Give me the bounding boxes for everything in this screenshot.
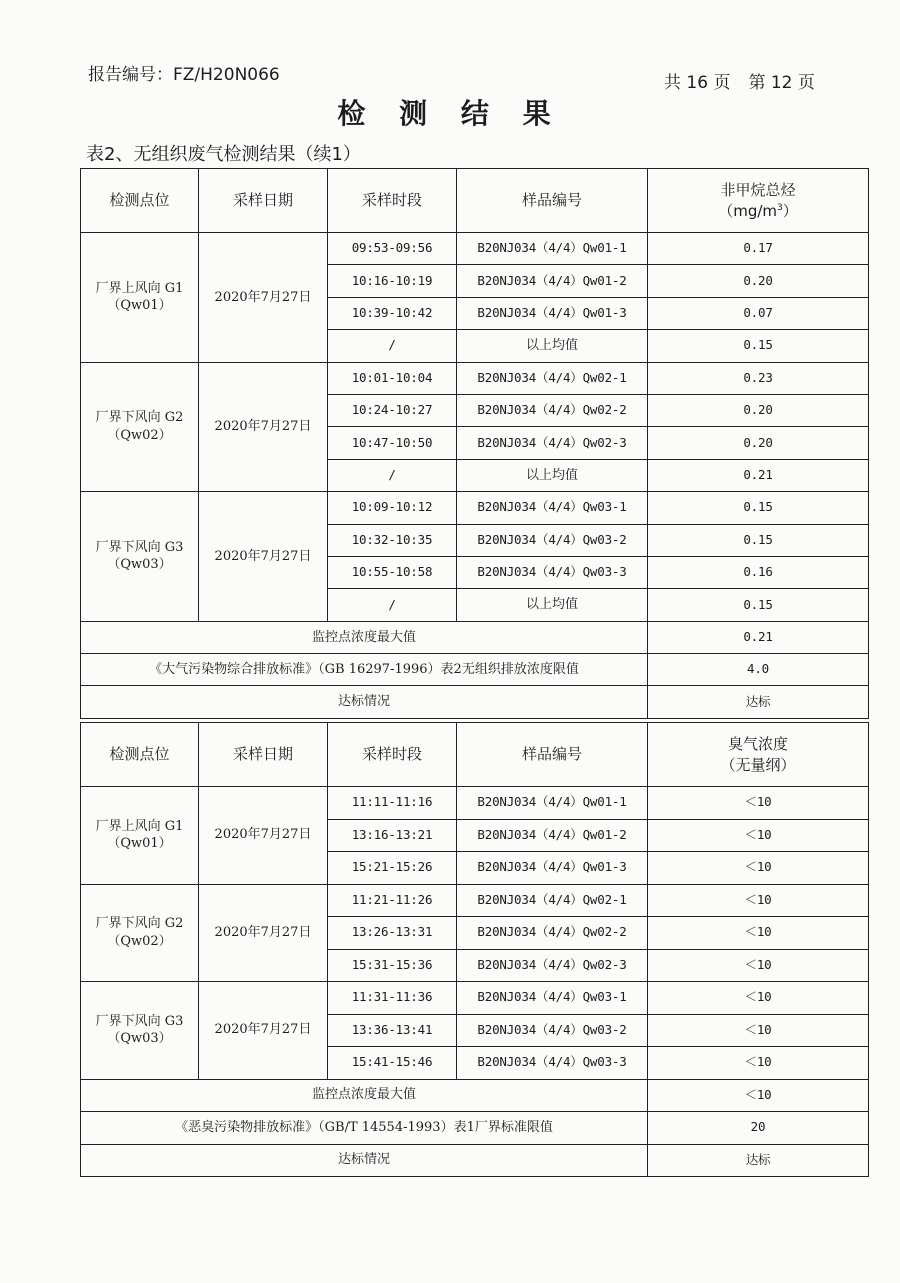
header-row: [81, 723, 869, 787]
sample-value: 0.20: [743, 272, 773, 288]
standard-row: [81, 1112, 869, 1145]
value-cell: [648, 362, 869, 394]
standard-value-cell: [648, 1112, 869, 1145]
value-cell: [648, 787, 869, 820]
compliance-value-cell: [648, 1144, 869, 1177]
sample-id: B20NJ034（4/4）Qw01-1: [477, 794, 627, 810]
header-row: [81, 169, 869, 233]
period-cell: [328, 265, 457, 297]
compliance-value: 达标: [745, 1151, 771, 1167]
header-value-name: 臭气浓度: [727, 735, 788, 754]
date-cell: [199, 233, 328, 363]
sample-value: ＜10: [744, 794, 772, 810]
sample-id-cell: [457, 787, 648, 820]
sample-value: ＜10: [744, 826, 772, 842]
sample-value: 0.15: [743, 499, 773, 515]
point-code: （Qw03）: [107, 1031, 172, 1047]
sample-value: 0.23: [743, 369, 773, 385]
sample-period: /: [388, 337, 396, 353]
value-cell: [648, 330, 869, 362]
value-cell: [648, 265, 869, 297]
period-cell: [328, 787, 457, 820]
sample-date: 2020年7月27日: [214, 548, 312, 564]
max-value-cell: [648, 621, 869, 653]
table-row: [81, 233, 869, 265]
value-cell: [648, 884, 869, 917]
period-cell: [328, 427, 457, 459]
point-cell: [81, 787, 199, 885]
standard-label-cell: [81, 654, 648, 686]
period-cell: [328, 982, 457, 1015]
value-cell: [648, 917, 869, 950]
sample-period: 10:16-10:19: [351, 272, 433, 288]
sample-value: ＜10: [744, 891, 772, 907]
table-row: [81, 362, 869, 394]
compliance-label: 达标情况: [337, 694, 390, 710]
value-cell: [648, 949, 869, 982]
point-name: 厂界下风向 G2: [95, 916, 184, 932]
sample-date: 2020年7月27日: [214, 419, 312, 435]
header-sample-id: [457, 723, 648, 787]
sample-id-cell: [457, 1014, 648, 1047]
header-period-label: 采样时段: [361, 191, 422, 210]
value-cell: [648, 427, 869, 459]
period-cell: [328, 524, 457, 556]
sample-id-cell: [457, 852, 648, 885]
period-cell: [328, 1047, 457, 1080]
page-indicator: [664, 68, 815, 93]
sample-id: 以上均值: [525, 338, 578, 354]
value-cell: [648, 1047, 869, 1080]
compliance-label-cell: [81, 686, 648, 718]
compliance-row: [81, 1144, 869, 1177]
sample-period: 13:36-13:41: [351, 1021, 433, 1037]
sample-date: 2020年7月27日: [214, 924, 312, 940]
max-label: 监控点浓度最大值: [311, 1087, 416, 1103]
period-cell: [328, 949, 457, 982]
period-cell: [328, 492, 457, 524]
sample-period: 15:21-15:26: [351, 859, 433, 875]
sample-period: 09:53-09:56: [351, 240, 433, 256]
sample-id: B20NJ034（4/4）Qw02-3: [477, 956, 627, 972]
date-cell: [199, 492, 328, 622]
max-label-cell: [81, 1079, 648, 1112]
sample-date: 2020年7月27日: [214, 289, 312, 305]
point-code: （Qw02）: [107, 427, 172, 443]
sample-date: 2020年7月27日: [214, 827, 312, 843]
point-code: （Qw02）: [107, 933, 172, 949]
value-cell: [648, 589, 869, 621]
header-date: [199, 723, 328, 787]
date-cell: [199, 362, 328, 492]
sample-period: 10:47-10:50: [351, 434, 433, 450]
header-value: [648, 169, 869, 233]
point-name: 厂界上风向 G1: [95, 280, 184, 296]
current-page: 第 12 页: [748, 73, 815, 93]
period-cell: [328, 556, 457, 588]
value-cell: [648, 982, 869, 1015]
period-cell: [328, 852, 457, 885]
sample-id: B20NJ034（4/4）Qw02-2: [477, 402, 627, 418]
sample-period: /: [388, 466, 396, 482]
max-value: 0.21: [743, 628, 773, 644]
compliance-value: 达标: [745, 693, 771, 709]
sample-id: B20NJ034（4/4）Qw03-3: [477, 1054, 627, 1070]
standard-value: 20: [750, 1119, 766, 1135]
period-cell: [328, 394, 457, 426]
max-label: 监控点浓度最大值: [311, 629, 416, 645]
standard-row: [81, 654, 869, 686]
header-date: [199, 169, 328, 233]
period-cell: [328, 233, 457, 265]
point-code: （Qw01）: [107, 836, 172, 852]
point-cell: [81, 362, 199, 492]
table-caption: 表2、无组织废气检测结果（续1）: [86, 144, 361, 165]
sample-id-cell: [457, 297, 648, 329]
value-cell: [648, 852, 869, 885]
sample-id-cell: [457, 492, 648, 524]
standard-label: 《大气污染物综合排放标准》（GB 16297-1996）表2无组织排放浓度限值: [149, 662, 579, 677]
table-row: [81, 884, 869, 917]
point-cell: [81, 492, 199, 622]
point-name: 厂界下风向 G2: [95, 410, 184, 426]
header-unit-suffix: ）: [782, 201, 798, 220]
point-name: 厂界下风向 G3: [95, 1013, 184, 1029]
sample-id-cell: [457, 556, 648, 588]
odor-results-table: [80, 722, 869, 1177]
value-cell: [648, 459, 869, 491]
sample-value: 0.16: [743, 564, 773, 580]
sample-id-cell: [457, 917, 648, 950]
sample-period: 13:26-13:31: [351, 924, 433, 940]
sample-period: /: [388, 596, 396, 612]
sample-id: B20NJ034（4/4）Qw01-3: [477, 305, 627, 321]
period-cell: [328, 1014, 457, 1047]
standard-label: 《恶臭污染物排放标准》（GB/T 14554-1993）表1厂界标准限值: [175, 1119, 553, 1135]
value-cell: [648, 492, 869, 524]
sample-period: 11:21-11:26: [351, 891, 433, 907]
header-sample-id-label: 样品编号: [521, 191, 582, 210]
period-cell: [328, 917, 457, 950]
nmhc-results-table: [80, 168, 869, 719]
report-number: 报告编号：FZ/H20N066: [88, 65, 280, 85]
sample-period: 15:41-15:46: [351, 1054, 433, 1070]
value-cell: [648, 524, 869, 556]
header-date-label: 采样日期: [232, 745, 293, 764]
point-cell: [81, 233, 199, 363]
compliance-value-cell: [648, 686, 869, 718]
sample-id: B20NJ034（4/4）Qw02-3: [477, 434, 627, 450]
period-cell: [328, 884, 457, 917]
max-row: [81, 1079, 869, 1112]
point-name: 厂界下风向 G3: [95, 539, 184, 555]
sample-id-cell: [457, 427, 648, 459]
sample-period: 10:01-10:04: [351, 369, 433, 385]
sample-period: 11:11-11:16: [351, 794, 433, 810]
sample-value: 0.15: [743, 596, 773, 612]
max-label-cell: [81, 621, 648, 653]
header-unit: （无量纲）: [720, 755, 796, 774]
standard-label-cell: [81, 1112, 648, 1145]
sample-value: ＜10: [744, 1054, 772, 1070]
sample-id: B20NJ034（4/4）Qw03-1: [477, 989, 627, 1005]
table-row: [81, 982, 869, 1015]
sample-value: ＜10: [744, 956, 772, 972]
value-cell: [648, 233, 869, 265]
total-pages: 共 16 页: [664, 73, 731, 93]
sample-id: B20NJ034（4/4）Qw02-1: [477, 891, 627, 907]
sample-id: B20NJ034（4/4）Qw03-2: [477, 1021, 627, 1037]
sample-id-cell: [457, 459, 648, 491]
header-date-label: 采样日期: [232, 191, 293, 210]
value-cell: [648, 556, 869, 588]
header-point: [81, 723, 199, 787]
sample-period: 10:32-10:35: [351, 531, 433, 547]
period-cell: [328, 362, 457, 394]
period-cell: [328, 589, 457, 621]
period-cell: [328, 297, 457, 329]
sample-value: 0.07: [743, 305, 773, 321]
sample-id-cell: [457, 394, 648, 426]
standard-value-cell: [648, 654, 869, 686]
sample-period: 10:39-10:42: [351, 305, 433, 321]
compliance-label: 达标情况: [337, 1152, 390, 1168]
max-value: ＜10: [744, 1086, 772, 1102]
sample-value: 0.20: [743, 434, 773, 450]
sample-value: 0.15: [743, 337, 773, 353]
sample-date: 2020年7月27日: [214, 1022, 312, 1038]
period-cell: [328, 459, 457, 491]
sample-id-cell: [457, 265, 648, 297]
value-cell: [648, 394, 869, 426]
value-cell: [648, 297, 869, 329]
header-point-label: 检测点位: [109, 191, 170, 210]
value-cell: [648, 819, 869, 852]
date-cell: [199, 982, 328, 1080]
point-cell: [81, 884, 199, 982]
point-code: （Qw03）: [107, 557, 172, 573]
sample-value: 0.15: [743, 531, 773, 547]
sample-id-cell: [457, 330, 648, 362]
standard-value: 4.0: [747, 661, 769, 677]
sample-id: B20NJ034（4/4）Qw03-2: [477, 531, 627, 547]
sample-id: B20NJ034（4/4）Qw02-1: [477, 369, 627, 385]
sample-id-cell: [457, 949, 648, 982]
date-cell: [199, 787, 328, 885]
sample-value: ＜10: [744, 924, 772, 940]
sample-period: 10:09-10:12: [351, 499, 433, 515]
header-sample-id: [457, 169, 648, 233]
sample-id: B20NJ034（4/4）Qw02-2: [477, 924, 627, 940]
max-row: [81, 621, 869, 653]
sample-value: 0.20: [743, 402, 773, 418]
sample-value: ＜10: [744, 989, 772, 1005]
sample-value: ＜10: [744, 859, 772, 875]
sample-id-cell: [457, 233, 648, 265]
period-cell: [328, 330, 457, 362]
document-title: 检 测 结 果: [337, 97, 563, 130]
sample-id-cell: [457, 884, 648, 917]
point-cell: [81, 982, 199, 1080]
sample-id: 以上均值: [525, 467, 578, 483]
header-sample-id-label: 样品编号: [521, 745, 582, 764]
sample-id: B20NJ034（4/4）Qw01-2: [477, 272, 627, 288]
sample-id: B20NJ034（4/4）Qw01-3: [477, 859, 627, 875]
header-period-label: 采样时段: [361, 745, 422, 764]
sample-period: 10:24-10:27: [351, 402, 433, 418]
header-unit-sup: 3: [777, 202, 783, 213]
sample-value: 0.21: [743, 466, 773, 482]
table-row: [81, 787, 869, 820]
header-value-name: 非甲烷总烃: [720, 181, 796, 200]
header-period: [328, 723, 457, 787]
sample-value: ＜10: [744, 1021, 772, 1037]
header-value: [648, 723, 869, 787]
compliance-row: [81, 686, 869, 718]
max-value-cell: [648, 1079, 869, 1112]
sample-id-cell: [457, 524, 648, 556]
sample-id: B20NJ034（4/4）Qw01-2: [477, 826, 627, 842]
sample-period: 13:16-13:21: [351, 826, 433, 842]
header-point: [81, 169, 199, 233]
sample-id-cell: [457, 589, 648, 621]
sample-id: 以上均值: [525, 597, 578, 613]
sample-id-cell: [457, 1047, 648, 1080]
sample-id: B20NJ034（4/4）Qw01-1: [477, 240, 627, 256]
value-cell: [648, 1014, 869, 1047]
sample-value: 0.17: [743, 240, 773, 256]
sample-period: 15:31-15:36: [351, 956, 433, 972]
header-point-label: 检测点位: [109, 745, 170, 764]
sample-period: 10:55-10:58: [351, 564, 433, 580]
period-cell: [328, 819, 457, 852]
header-period: [328, 169, 457, 233]
compliance-label-cell: [81, 1144, 648, 1177]
sample-id: B20NJ034（4/4）Qw03-1: [477, 499, 627, 515]
sample-id: B20NJ034（4/4）Qw03-3: [477, 564, 627, 580]
table-row: [81, 492, 869, 524]
point-name: 厂界上风向 G1: [95, 818, 184, 834]
sample-id-cell: [457, 362, 648, 394]
point-code: （Qw01）: [107, 298, 172, 314]
sample-period: 11:31-11:36: [351, 989, 433, 1005]
date-cell: [199, 884, 328, 982]
sample-id-cell: [457, 819, 648, 852]
header-unit-prefix: （mg/m: [718, 201, 778, 220]
sample-id-cell: [457, 982, 648, 1015]
